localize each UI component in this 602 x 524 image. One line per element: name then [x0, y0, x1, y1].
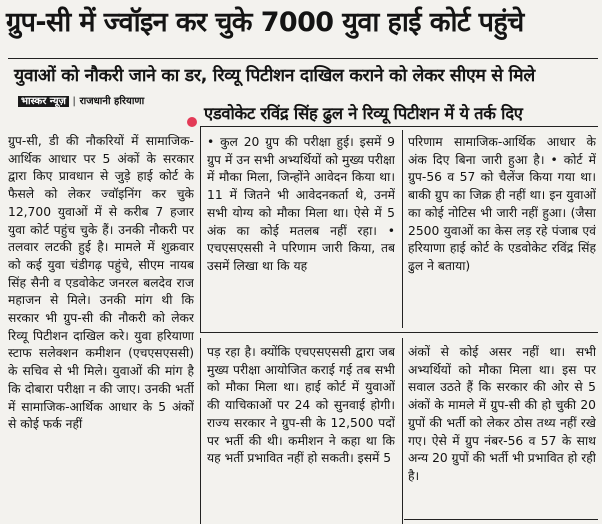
sidebar-bullet-icon — [187, 117, 197, 127]
body-column-divider-2 — [402, 338, 403, 524]
sidebar-column-1-text: • कुल 20 ग्रुप की परीक्षा हुई। इसमें 9 ग्रुप में उन सभी अभ्यर्थियों को मुख्य परीक्षा में मौका मिला, जिन्होंने आवेदन किया था। 11 में जितने भी आवेदनकर्ता थे, उनमें सभी योग्य को मौका मिला था। ऐसे में 5 अंक का कोई मतलब नहीं रहा। • एचएसएससी ने परिणाम जारी किया, तब उसमें लिखा था कि यह — [207, 135, 395, 273]
body-column-1 — [8, 133, 194, 521]
subheadline: युवाओं को नौकरी जाने का डर, रिव्यू पिटीशन दाखिल कराने को लेकर सीएम से मिले — [14, 66, 535, 86]
headline: ग्रुप-सी में ज्वॉइन कर चुके 7000 युवा हाई कोर्ट पहुंचे — [6, 7, 524, 38]
sidebar-box-left — [200, 126, 201, 332]
body-column-2 — [207, 344, 395, 522]
sidebar-column-2 — [408, 134, 596, 328]
byline-source: भास्कर न्यूज़ — [18, 96, 69, 107]
sidebar-column-2-text: परिणाम सामाजिक-आर्थिक आधार के अंक दिए बिना जारी हुआ है। • कोर्ट में ग्रुप-56 व 57 को चैलेंज किया गया था। बाकी ग्रुप का जिक्र ही नहीं था। इन युवाओं का कोई नोटिस भी जारी नहीं हुआ। (जैसा 2500 युवाओं का केस लड़ रहे पंजाब एवं हरियाणा हाई कोर्ट के एडवोकेट रविंद्र सिंह ढुल ने बताया) — [408, 135, 596, 273]
byline — [18, 95, 144, 109]
byline-separator: | — [72, 96, 77, 107]
sidebar-column-divider — [402, 130, 403, 328]
body-column-1-text: ग्रुप-सी, डी की नौकरियों में सामाजिक-आर्थिक आधार पर 5 अंकों के सरकार द्वारा किए प्रावधान से जुड़े हाई कोर्ट के फैसले को लेकर ज्वॉइनिंग कर चुके 12,700 युवाओं में से करीब 7 हजार युवा कोर्ट पहुंच चुके हैं। उनकी नौकरी पर तलवार लटकी हुई है। मामले में शुक्रवार को कई युवा चंडीगढ़ पहुंचे, सीएम नायब सिंह सैनी व एडवोकेट जनरल बलदेव राज महाजन से मिले। उनकी मांग थी कि सरकार भी ग्रुप-सी की नौकरी को लेकर रिव्यू पिटीशन दाखिल करे। युवा हरियाणा स्टाफ सलेक्शन कमीशन (एचएसएससी) के सचिव से भी मिले। युवाओं की मांग है कि दोबारा परीक्षा न की जाए। उनकी भर्ती में सामाजिक-आर्थिक आधार के 5 अंकों से कोई फर्क नहीं — [8, 134, 194, 432]
body-column-3 — [408, 344, 596, 516]
sidebar-title: एडवोकेट रविंद्र सिंह ढुल ने रिव्यू पिटीशन में ये तर्क दिए — [204, 104, 523, 123]
sidebar-column-1 — [207, 134, 395, 328]
sidebar-box-top — [200, 126, 598, 127]
body-column-2-text: पड़ रहा है। क्योंकि एचएसएससी द्वारा जब मुख्य परीक्षा आयोजित कराई गई तब सभी को मौका मिला था। हाई कोर्ट में युवाओं की याचिकाओं पर 24 को सुनवाई होगी। राज्य सरकार ने ग्रुप-सी के 12,500 पदों पर भर्ती की थी। कमीशन ने कहा था कि यह भर्ती प्रभावित नहीं हो सकती। इसमें 5 — [207, 345, 395, 466]
bottom-rule — [404, 519, 598, 520]
body-column-3-text: अंकों से कोई असर नहीं था। सभी अभ्यर्थियों को मौका मिला था। इस पर सवाल उठते हैं कि सरकार की ओर से 5 अंकों के मामले में ग्रुप-सी की हो चुकी 20 ग्रुपों की भर्ती को लेकर ठोस तथ्य नहीं रखे गए। ऐसे में ग्रुप नंबर-56 व 57 के साथ अन्य 20 ग्रुपों की भर्ती भी प्रभावित हो रही है। — [408, 345, 596, 483]
byline-location: राजधानी हरियाणा — [79, 96, 145, 107]
sidebar-box-bottom — [200, 332, 598, 333]
top-divider — [8, 58, 598, 59]
body-column-divider-1 — [200, 338, 201, 524]
